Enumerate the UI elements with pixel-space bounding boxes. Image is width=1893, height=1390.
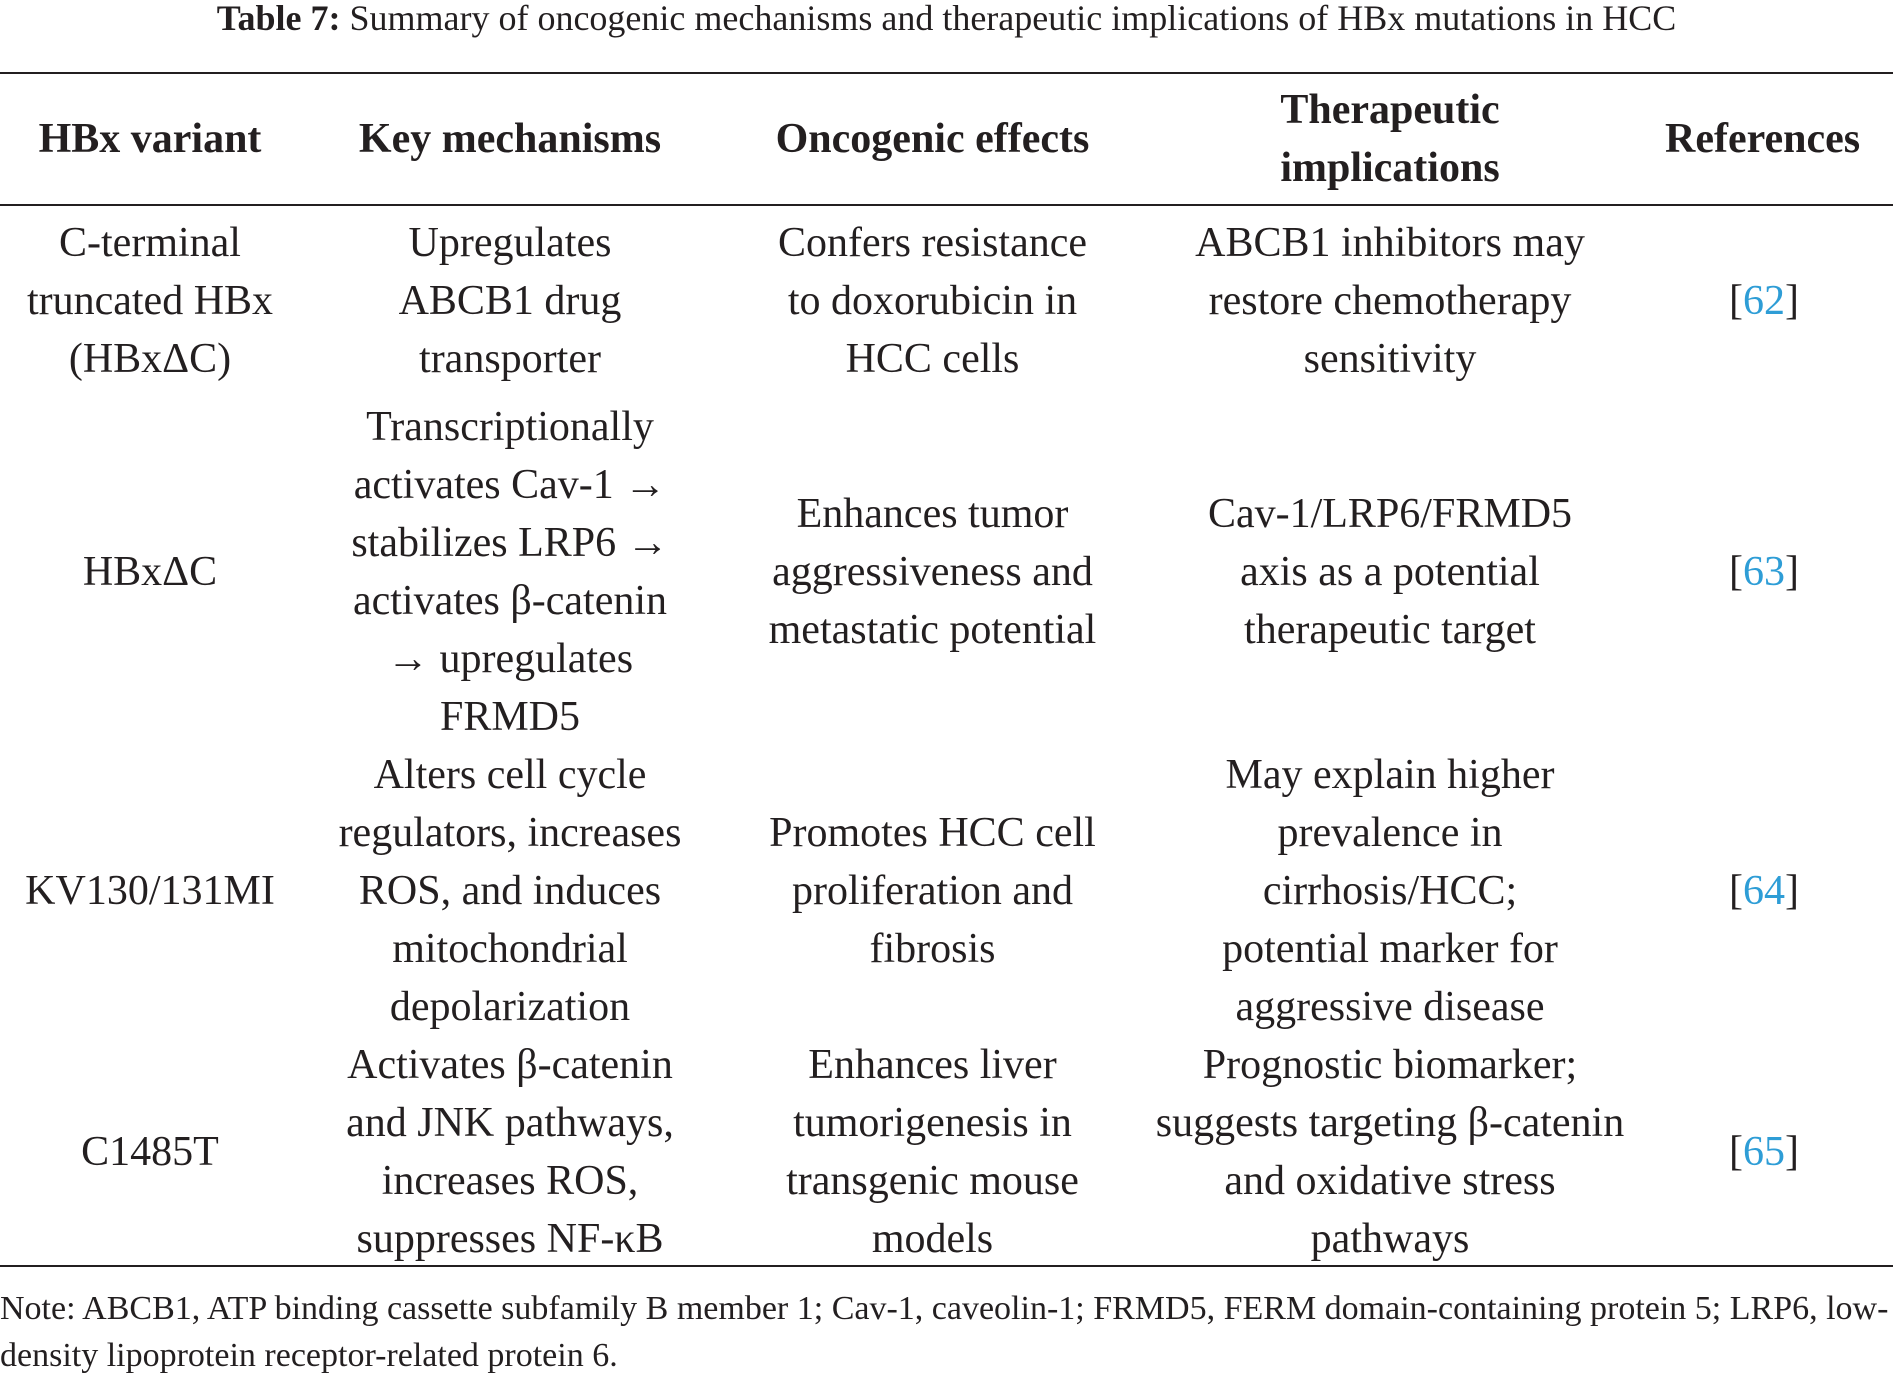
cell-effects: Enhances liver tumorigenesis in transgenic mouse models xyxy=(786,1042,1079,1262)
table-row xyxy=(0,746,1893,1036)
table-header-row xyxy=(0,74,1893,204)
cell-effects: Confers resistance to doxorubicin in HCC cells xyxy=(777,220,1088,382)
cell-variant: C-terminal truncated HBx (HBxΔC) xyxy=(26,220,274,382)
header-references: References xyxy=(1665,116,1861,162)
header-hbx-variant: HBx variant xyxy=(38,116,262,162)
cell-reference: [65] xyxy=(1729,1129,1799,1175)
header-oncogenic-effects: Oncogenic effects xyxy=(775,116,1090,162)
table-caption-label: Table 7: xyxy=(216,0,341,38)
reference-link[interactable]: 62 xyxy=(1743,278,1785,324)
table-caption-text: Summary of oncogenic mechanisms and therapeutic implications of HBx mutations in HCC xyxy=(349,0,1677,38)
cell-effects: Promotes HCC cell proliferation and fibrosis xyxy=(769,810,1096,972)
cell-mechanisms: Upregulates ABCB1 drug transporter xyxy=(398,220,622,382)
table-row xyxy=(0,398,1893,746)
cell-implications: May explain higher prevalence in cirrhosis/HCC; potential marker for aggressive disease xyxy=(1222,752,1558,1030)
reference-link[interactable]: 64 xyxy=(1743,868,1785,914)
table-caption xyxy=(0,0,1893,40)
cell-effects: Enhances tumor aggressiveness and metastatic potential xyxy=(768,491,1097,653)
cell-reference: [62] xyxy=(1729,278,1799,324)
table-note: Note: ABCB1, ATP binding cassette subfamily B member 1; Cav-1, caveolin-1; FRMD5, FERM domain-containing protein 5; LRP6, low-density lipoprotein receptor-related protein 6. xyxy=(0,1290,1889,1374)
cell-implications: Prognostic biomarker; suggests targeting β-catenin and oxidative stress pathways xyxy=(1155,1042,1625,1262)
cell-variant: KV130/131MI xyxy=(25,868,275,914)
reference-link[interactable]: 63 xyxy=(1743,549,1785,595)
reference-link[interactable]: 65 xyxy=(1743,1129,1785,1175)
header-key-mechanisms: Key mechanisms xyxy=(358,116,662,162)
cell-variant: HBxΔC xyxy=(82,549,218,595)
cell-mechanisms: Alters cell cycle regulators, increases ROS, and induces mitochondrial depolarization xyxy=(338,752,682,1030)
cell-reference: [64] xyxy=(1729,868,1799,914)
hbx-mutations-table xyxy=(0,74,1893,1268)
table-row xyxy=(0,204,1893,398)
cell-reference: [63] xyxy=(1729,549,1799,595)
cell-implications: Cav-1/LRP6/FRMD5 axis as a potential therapeutic target xyxy=(1207,491,1573,653)
cell-implications: ABCB1 inhibitors may restore chemotherapy sensitivity xyxy=(1195,220,1585,382)
cell-mechanisms: Activates β-catenin and JNK pathways, increases ROS, suppresses NF-κB xyxy=(346,1042,674,1262)
cell-mechanisms: Transcriptionally activates Cav-1 → stabilizes LRP6 → activates β-catenin → upregulates FRMD5 xyxy=(351,404,669,740)
table-row xyxy=(0,1036,1893,1268)
header-therapeutic-implications: Therapeutic implications xyxy=(1280,87,1500,191)
cell-variant: C1485T xyxy=(81,1129,219,1175)
